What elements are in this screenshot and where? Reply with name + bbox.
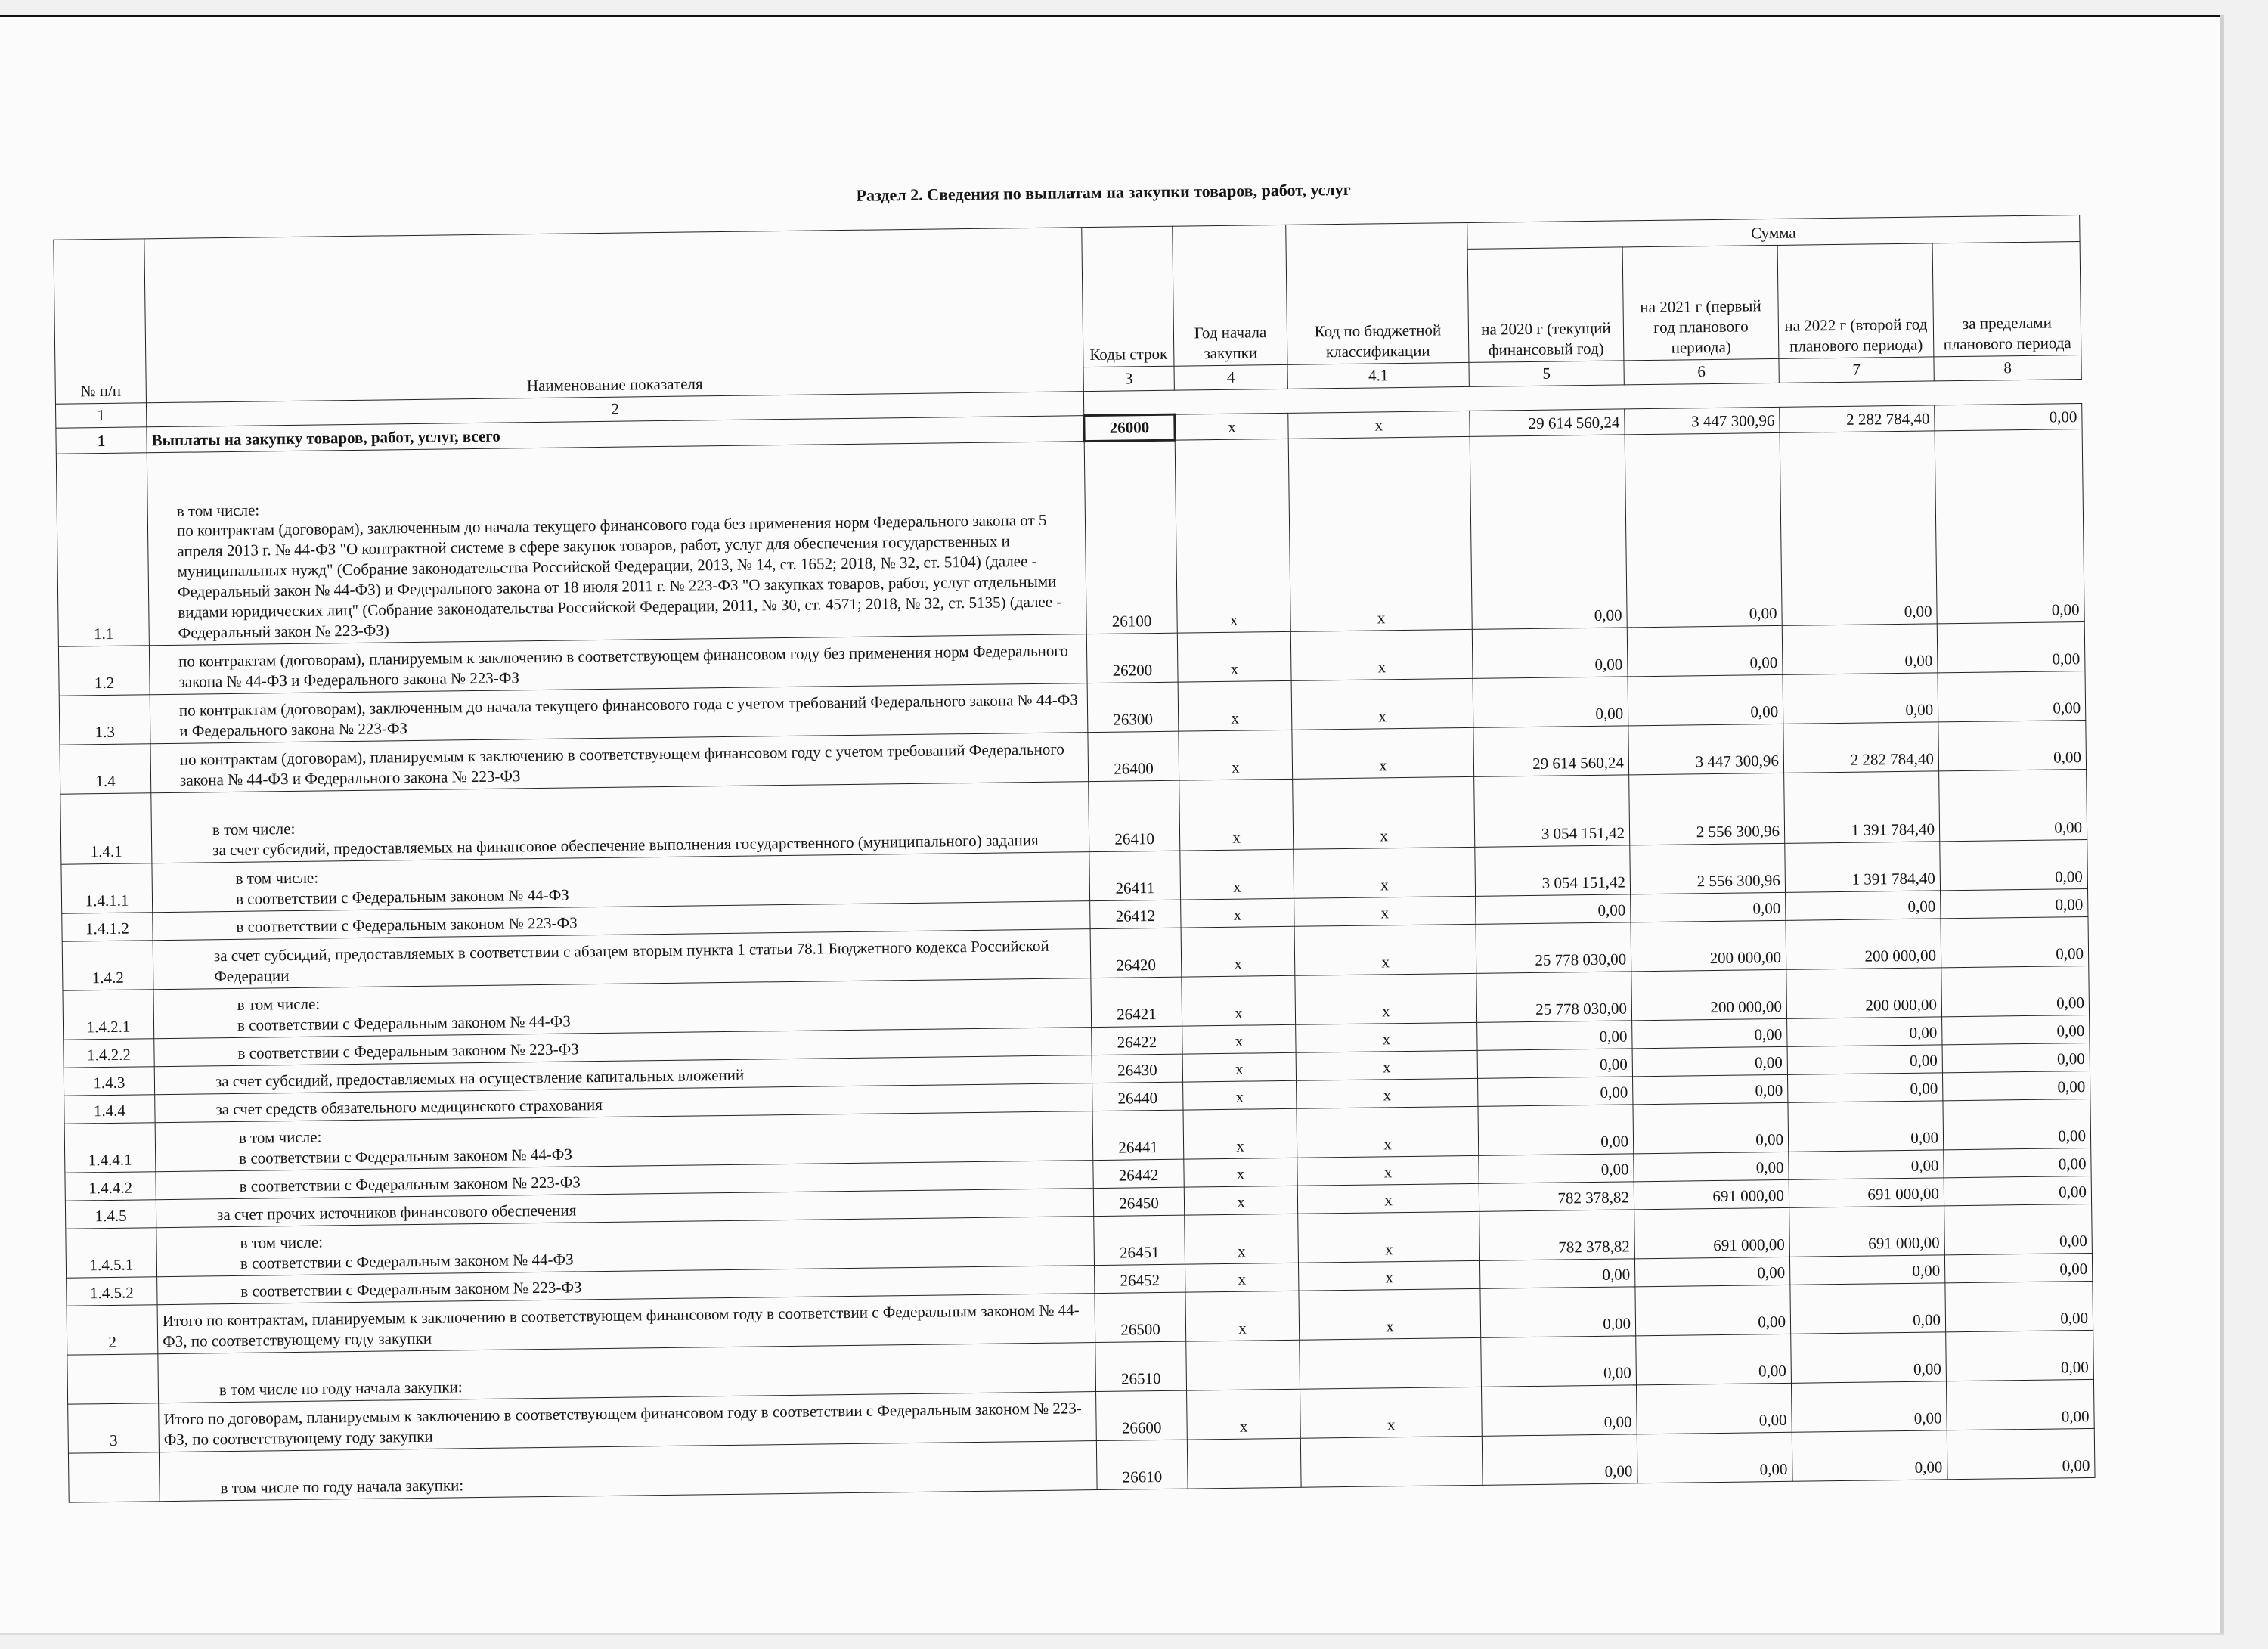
row-beyond: 0,00 — [1935, 429, 2084, 623]
row-beyond: 0,00 — [1941, 966, 2090, 1016]
row-2022: 0,00 — [1792, 1430, 1947, 1480]
row-2021: 0,00 — [1633, 1074, 1788, 1105]
row-name: по контрактам (договорам), заключенным до начала текущего финансового года с учетом требований Федерального закона № 44-ФЗ и Федерального закона № 223-ФЗ — [150, 683, 1088, 743]
row-beyond: 0,00 — [1941, 888, 2088, 918]
header-name: Наименование показателя — [144, 228, 1084, 403]
row-kbk: x — [1299, 1288, 1481, 1340]
row-code: 26452 — [1095, 1264, 1185, 1293]
row-np: 1.4.4 — [64, 1094, 155, 1123]
row-2022: 0,00 — [1782, 624, 1938, 674]
row-year: x — [1182, 1052, 1296, 1082]
row-np: 1.4.5 — [65, 1199, 156, 1228]
row-year: x — [1182, 975, 1296, 1026]
row-year: x — [1185, 1214, 1299, 1264]
row-2021: 0,00 — [1634, 1257, 1789, 1287]
row-np: 1.4.4.1 — [64, 1122, 156, 1172]
row-year: x — [1181, 926, 1295, 977]
row-name: в том числе: по контрактам (договорам), заключенным до начала текущего финансового года без применения норм Федерального закона от 5 апреля 2013 г. № 44-ФЗ "О контрактной системе в сфере закупок товаров, работ, услуг для обеспечения государственных и муниципальных нужд" (Собрание законодательства Российской Федерации, 2013, № 14, ст. 1652; 2018, № 32, ст. 5104) (далее - Федеральный закон № 44-ФЗ) и Федерального закона от 18 июля 2011 г. № 223-ФЗ "О закупках товаров, работ, услуг отдельными видами юридических лиц" (Собрание законодательства Российской Федерации, 2011, № 30, ст. 4571; 2018, № 32, ст. 5135) (далее - Федеральный закон № 223-ФЗ) — [147, 441, 1086, 645]
row-year: x — [1179, 730, 1293, 780]
row-2022: 0,00 — [1791, 1331, 1947, 1382]
row-kbk: x — [1291, 678, 1473, 730]
row-beyond: 0,00 — [1937, 621, 2085, 672]
row-name: Итого по договорам, планируемым к заключению в соответствующем финансовом году в соответствии с Федеральным законом № 223-ФЗ, по соответствующему году закупки — [159, 1391, 1097, 1452]
row-np: 1.4.2 — [62, 940, 153, 990]
row-kbk: x — [1294, 924, 1476, 975]
row-np: 1 — [56, 427, 147, 454]
row-name: в том числе: в соответствии с Федеральным законом № 44-ФЗ — [153, 978, 1092, 1038]
row-2020: 0,00 — [1477, 1048, 1632, 1078]
row-code: 26441 — [1092, 1110, 1184, 1160]
row-np: 1.4.2.1 — [63, 989, 154, 1039]
row-2020: 0,00 — [1472, 628, 1628, 678]
row-beyond: 0,00 — [1942, 1015, 2090, 1044]
row-2022: 0,00 — [1780, 431, 1937, 625]
row-2021: 0,00 — [1628, 674, 1783, 725]
row-name: в соответствии с Федеральным законом № 223-ФЗ — [157, 1265, 1095, 1304]
table-row — [56, 429, 2084, 646]
row-2022: 0,00 — [1789, 1254, 1944, 1285]
row-name: в том числе: за счет субсидий, предоставляемых на финансовое обеспечение выполнения государственного (муниципального) задания — [151, 781, 1089, 863]
row-2022: 1 391 784,40 — [1784, 771, 1940, 843]
row-2021: 691 000,00 — [1634, 1179, 1789, 1210]
row-2022: 1 391 784,40 — [1785, 841, 1941, 891]
row-year: x — [1182, 1024, 1296, 1054]
row-beyond: 0,00 — [1946, 1330, 2094, 1381]
row-2022: 2 282 784,40 — [1783, 722, 1939, 773]
row-2020: 0,00 — [1479, 1153, 1634, 1183]
row-kbk: x — [1297, 1106, 1479, 1158]
row-2022: 0,00 — [1791, 1381, 1947, 1431]
header-year: Год начала закупки — [1173, 225, 1287, 366]
row-code: 26442 — [1093, 1159, 1184, 1188]
row-code: 26500 — [1095, 1292, 1186, 1342]
row-2022: 0,00 — [1788, 1100, 1944, 1151]
header-2021: на 2021 г (первый год планового периода) — [1622, 245, 1779, 360]
row-2020: 25 778 030,00 — [1476, 971, 1632, 1021]
row-year: x — [1184, 1158, 1297, 1187]
row-kbk: x — [1300, 1387, 1483, 1438]
row-name: за счет субсидий, предоставляемых на осуществление капитальных вложений — [154, 1055, 1092, 1094]
row-beyond: 0,00 — [1940, 839, 2088, 890]
row-kbk: x — [1292, 727, 1474, 779]
row-beyond: 0,00 — [1942, 1043, 2090, 1072]
row-beyond: 0,00 — [1944, 1176, 2091, 1205]
row-year: x — [1184, 1186, 1297, 1215]
row-beyond: 0,00 — [1942, 1071, 2090, 1100]
column-number: 5 — [1469, 361, 1624, 386]
row-code: 26440 — [1092, 1082, 1183, 1111]
row-name: в соответствии с Федеральным законом № 223-ФЗ — [153, 900, 1090, 940]
column-number: 2 — [146, 392, 1083, 427]
row-name: по контрактам (договорам), планируемым к заключению в соответствующем финансовом году с учетом требований Федерального закона № 44-ФЗ и Федерального закона № 223-ФЗ — [150, 732, 1089, 792]
row-name: в соответствии с Федеральным законом № 223-ФЗ — [156, 1160, 1093, 1199]
row-2022: 691 000,00 — [1789, 1205, 1945, 1256]
row-code: 26400 — [1088, 731, 1179, 781]
row-np: 1.1 — [56, 452, 149, 646]
row-year: x — [1181, 898, 1294, 928]
column-number: 3 — [1083, 366, 1174, 391]
row-code: 26451 — [1094, 1215, 1185, 1265]
row-year: x — [1187, 1389, 1301, 1440]
row-2020: 0,00 — [1470, 435, 1627, 629]
column-number: 7 — [1779, 357, 1934, 383]
row-kbk: x — [1298, 1260, 1479, 1291]
row-2022: 0,00 — [1789, 1149, 1944, 1179]
row-code: 26412 — [1090, 900, 1181, 928]
header-sum: Сумма — [1467, 215, 2080, 250]
row-name: в том числе по году начала закупки: — [159, 1440, 1097, 1501]
row-kbk — [1300, 1436, 1483, 1487]
row-2021: 0,00 — [1637, 1432, 1792, 1483]
row-2022: 200 000,00 — [1786, 918, 1941, 969]
row-year: x — [1179, 779, 1294, 851]
row-beyond: 0,00 — [1945, 1281, 2093, 1331]
row-2021: 2 556 300,96 — [1629, 773, 1785, 845]
row-code: 26200 — [1086, 633, 1178, 683]
row-2021: 200 000,00 — [1631, 969, 1787, 1020]
row-beyond: 0,00 — [1944, 1253, 2092, 1282]
column-number: 4 — [1174, 364, 1287, 390]
row-2022: 0,00 — [1787, 1044, 1942, 1074]
row-2021: 0,00 — [1636, 1383, 1792, 1434]
row-2020: 0,00 — [1478, 1076, 1633, 1106]
row-2021: 0,00 — [1635, 1285, 1791, 1335]
row-code: 26450 — [1093, 1187, 1184, 1216]
row-np: 1.4.5.1 — [66, 1227, 157, 1277]
row-code: 26000 — [1084, 414, 1175, 441]
row-year — [1186, 1340, 1300, 1390]
row-kbk: x — [1290, 629, 1473, 680]
row-code: 26100 — [1084, 440, 1177, 634]
row-year: x — [1175, 439, 1290, 633]
scanned-sheet — [0, 15, 2224, 1635]
row-kbk: x — [1297, 1155, 1479, 1186]
column-number: 1 — [55, 403, 146, 428]
column-number: 6 — [1624, 358, 1779, 384]
row-2021: 0,00 — [1632, 1046, 1787, 1077]
row-2021: 0,00 — [1634, 1152, 1789, 1182]
row-beyond: 0,00 — [1944, 1204, 2093, 1254]
row-np: 1.4.2.2 — [64, 1038, 154, 1067]
row-2020: 29 614 560,24 — [1470, 409, 1625, 436]
section-title: Раздел 2. Сведения по выплатам на закупки товаров, работ, услуг — [856, 179, 1351, 205]
row-code: 26410 — [1089, 780, 1180, 851]
row-code: 26411 — [1089, 851, 1181, 900]
row-np: 1.4.5.2 — [67, 1276, 157, 1305]
row-2022: 0,00 — [1783, 673, 1938, 724]
row-np: 2 — [67, 1304, 158, 1354]
row-year — [1187, 1438, 1301, 1489]
row-year: x — [1177, 631, 1291, 682]
row-2021: 0,00 — [1631, 892, 1786, 922]
row-2021: 0,00 — [1633, 1102, 1789, 1153]
row-kbk: x — [1294, 896, 1476, 926]
row-year: x — [1183, 1080, 1297, 1110]
row-code: 26510 — [1095, 1341, 1187, 1391]
row-2021: 2 556 300,96 — [1630, 843, 1786, 894]
header-kbk: Код по бюджетной классификации — [1286, 222, 1469, 364]
row-2022: 0,00 — [1787, 1016, 1942, 1046]
row-2021: 200 000,00 — [1631, 920, 1786, 971]
row-np: 1.4.1 — [60, 792, 152, 863]
row-2021: 3 447 300,96 — [1625, 407, 1780, 434]
payments-table — [53, 215, 2095, 1502]
row-2021: 691 000,00 — [1634, 1207, 1790, 1258]
row-name: в том числе по году начала закупки: — [158, 1342, 1096, 1403]
row-2020: 25 778 030,00 — [1476, 922, 1631, 972]
row-code: 26420 — [1090, 928, 1182, 978]
row-beyond: 0,00 — [1938, 720, 2087, 770]
row-kbk — [1300, 1337, 1482, 1389]
column-number: 8 — [1934, 355, 2081, 381]
row-2020: 0,00 — [1477, 1020, 1632, 1050]
row-kbk: x — [1288, 436, 1472, 631]
row-kbk: x — [1294, 847, 1476, 898]
row-np: 1.4.1.1 — [61, 863, 153, 913]
header-2020: на 2020 г (текущий финансовый год) — [1467, 247, 1624, 362]
row-2020: 782 378,82 — [1479, 1209, 1635, 1260]
row-np: 1.4.3 — [64, 1066, 154, 1095]
row-2020: 0,00 — [1476, 894, 1631, 924]
row-kbk: x — [1297, 1078, 1478, 1108]
row-kbk: x — [1296, 1022, 1477, 1052]
row-year: x — [1185, 1263, 1298, 1292]
row-beyond: 0,00 — [1938, 671, 2086, 721]
row-code: 26430 — [1092, 1054, 1182, 1083]
row-2021: 0,00 — [1627, 625, 1783, 676]
row-np: 1.3 — [59, 694, 150, 744]
row-np: 1.4.4.2 — [65, 1171, 156, 1200]
row-np: 1.4 — [60, 743, 151, 793]
row-beyond: 0,00 — [1935, 403, 2082, 430]
row-year: x — [1180, 849, 1294, 900]
row-beyond: 0,00 — [1939, 769, 2087, 841]
row-name: за счет субсидий, предоставляемых в соответствии с абзацем вторым пункта 1 статьи 78.1 Бюджетного кодекса Российской Федерации — [153, 928, 1091, 989]
row-beyond: 0,00 — [1943, 1099, 2091, 1149]
row-np — [68, 1452, 160, 1502]
row-code: 26600 — [1096, 1390, 1188, 1440]
row-np: 3 — [68, 1403, 160, 1452]
row-year: x — [1178, 680, 1292, 731]
row-2020: 0,00 — [1481, 1335, 1637, 1386]
row-np — [67, 1353, 159, 1403]
row-2022: 2 282 784,40 — [1780, 405, 1935, 432]
row-2021: 0,00 — [1636, 1334, 1792, 1384]
row-beyond: 0,00 — [1944, 1148, 2091, 1177]
row-2020: 0,00 — [1482, 1384, 1637, 1435]
row-name: Выплаты на закупку товаров, работ, услуг, всего — [147, 415, 1084, 452]
row-beyond: 0,00 — [1941, 916, 2089, 967]
row-name: за счет средств обязательного медицинского страхования — [155, 1083, 1092, 1122]
row-kbk: x — [1296, 1050, 1477, 1080]
row-kbk: x — [1295, 973, 1477, 1024]
row-name: в том числе: в соответствии с Федеральным законом № 44-ФЗ — [152, 851, 1090, 912]
row-2020: 0,00 — [1482, 1434, 1637, 1484]
row-code: 26610 — [1096, 1440, 1188, 1489]
row-2022: 0,00 — [1790, 1282, 1946, 1333]
row-2021: 0,00 — [1632, 1018, 1787, 1049]
row-name: за счет прочих источников финансового обеспечения — [156, 1188, 1093, 1227]
row-code: 26421 — [1091, 977, 1182, 1027]
row-2020: 3 054 151,42 — [1475, 845, 1631, 896]
row-kbk: x — [1297, 1183, 1479, 1214]
row-np: 1.4.1.2 — [62, 912, 153, 941]
row-2021: 3 447 300,96 — [1628, 724, 1784, 774]
row-name: в том числе: в соответствии с Федеральным законом № 44-ФЗ — [156, 1216, 1095, 1276]
row-beyond: 0,00 — [1946, 1379, 2094, 1430]
header-codes: Коды строк — [1082, 226, 1174, 367]
row-code: 26300 — [1087, 682, 1179, 732]
row-beyond: 0,00 — [1947, 1428, 2095, 1479]
row-2021: 0,00 — [1625, 432, 1782, 627]
row-2022: 0,00 — [1786, 890, 1941, 920]
row-code: 26422 — [1092, 1026, 1182, 1055]
row-np: 1.2 — [58, 645, 150, 695]
row-year: x — [1183, 1108, 1297, 1159]
row-2020: 3 054 151,42 — [1474, 775, 1630, 847]
row-kbk: x — [1298, 1211, 1480, 1263]
row-2020: 782 378,82 — [1479, 1181, 1634, 1211]
row-kbk: x — [1293, 776, 1475, 849]
row-2022: 200 000,00 — [1786, 967, 1942, 1018]
row-name: в соответствии с Федеральным законом № 223-ФЗ — [154, 1027, 1092, 1066]
row-2020: 0,00 — [1479, 1258, 1634, 1288]
row-2020: 0,00 — [1478, 1104, 1634, 1155]
header-beyond: за пределами планового периода — [1932, 242, 2081, 357]
row-2020: 0,00 — [1473, 677, 1628, 727]
row-2020: 29 614 560,24 — [1473, 726, 1629, 776]
row-name: по контрактам (договорам), планируемым к заключению в соответствующем финансовом году без применения норм Федерального закона № 44-ФЗ и Федерального закона № 223-ФЗ — [149, 634, 1087, 694]
column-number: 4.1 — [1287, 362, 1469, 389]
row-name: в том числе: в соответствии с Федеральным законом № 44-ФЗ — [155, 1111, 1093, 1171]
row-name: Итого по контрактам, планируемым к заключению в соответствующем финансовом году в соответствии с Федеральным законом № 44-ФЗ, по соответствующему году закупки — [157, 1293, 1095, 1353]
header-2022: на 2022 г (второй год планового периода) — [1777, 243, 1934, 358]
row-kbk: x — [1288, 411, 1470, 439]
row-year: x — [1175, 413, 1288, 440]
row-2020: 0,00 — [1480, 1286, 1636, 1337]
row-2022: 691 000,00 — [1789, 1177, 1944, 1207]
row-year: x — [1185, 1291, 1300, 1341]
row-2022: 0,00 — [1787, 1072, 1942, 1102]
header-np: № п/п — [54, 239, 147, 404]
